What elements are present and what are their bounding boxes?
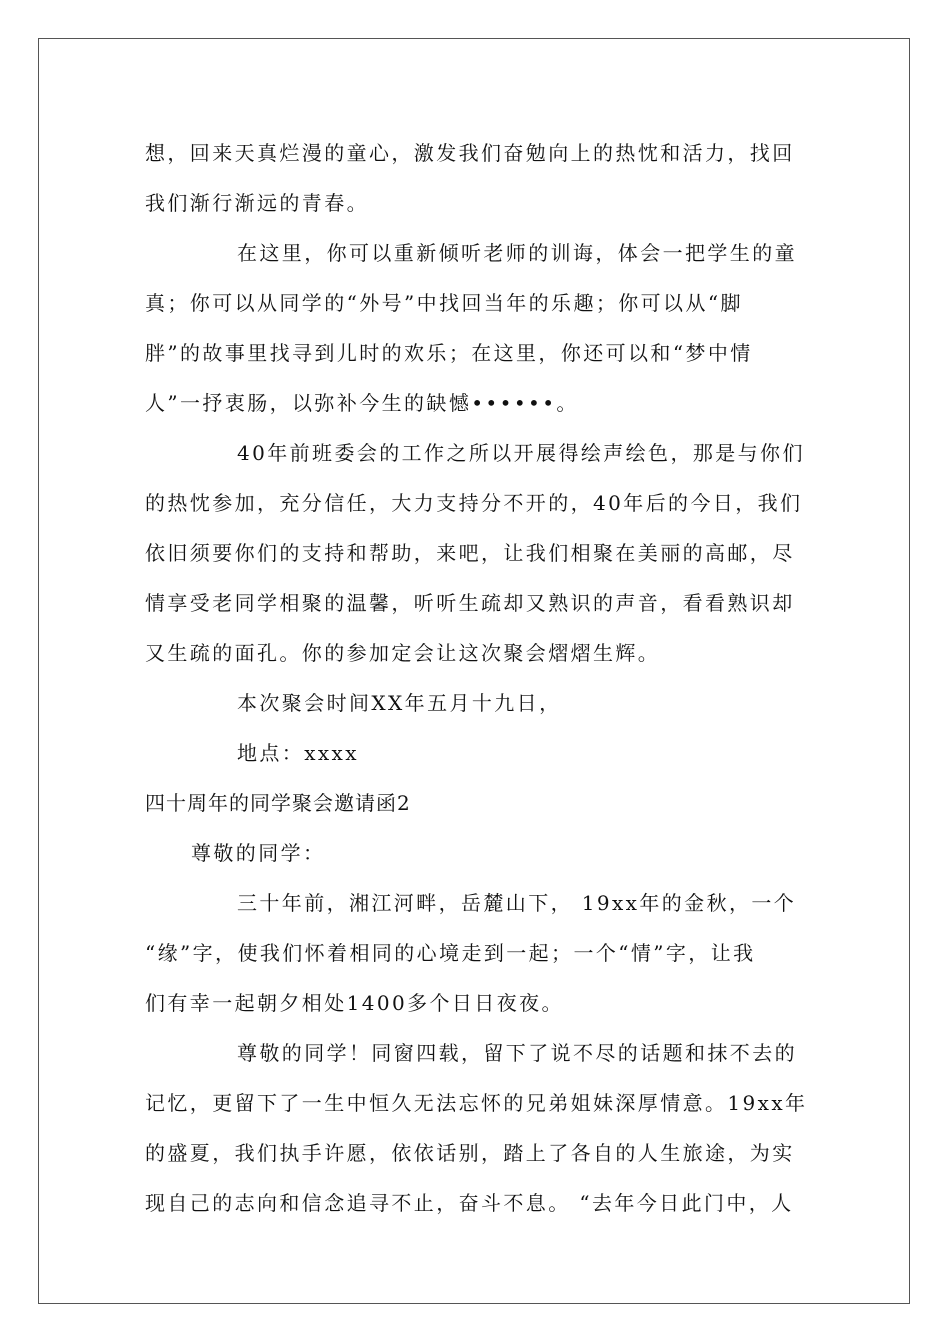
paragraph-line: 胖”的故事里找寻到儿时的欢乐；在这里，你还可以和“梦中情 bbox=[145, 341, 753, 365]
paragraph-line: 尊敬的同学！同窗四载，留下了说不尽的话题和抹不去的 bbox=[237, 1041, 797, 1065]
paragraph-line: 三十年前，湘江河畔，岳麓山下， 19xx年的金秋，一个 bbox=[237, 891, 797, 915]
paragraph-line: 我们渐行渐远的青春。 bbox=[145, 191, 369, 215]
section-heading: 四十周年的同学聚会邀请函2 bbox=[145, 791, 411, 815]
paragraph-line: 人”一抒衷肠，以弥补今生的缺憾••••••。 bbox=[145, 391, 579, 415]
paragraph-line: 的热忱参加，充分信任，大力支持分不开的，40年后的今日，我们 bbox=[145, 491, 803, 515]
paragraph-line: 又生疏的面孔。你的参加定会让这次聚会熠熠生辉。 bbox=[145, 641, 661, 665]
document-body bbox=[145, 128, 807, 1228]
paragraph-line: 真；你可以从同学的“外号”中找回当年的乐趣；你可以从“脚 bbox=[145, 291, 743, 315]
salutation: 尊敬的同学： bbox=[191, 841, 326, 865]
paragraph-line: 记忆，更留下了一生中恒久无法忘怀的兄弟姐妹深厚情意。19xx年 bbox=[145, 1091, 808, 1115]
paragraph-line: 们有幸一起朝夕相处1400多个日日夜夜。 bbox=[145, 991, 564, 1015]
paragraph-line: 想，回来天真烂漫的童心，激发我们奋勉向上的热忱和活力，找回 bbox=[145, 141, 795, 165]
event-time: 本次聚会时间XX年五月十九日， bbox=[237, 691, 562, 715]
paragraph-line: 情享受老同学相聚的温馨，听听生疏却又熟识的声音，看看熟识却 bbox=[145, 591, 795, 615]
paragraph-line: 的盛夏，我们执手许愿，依依话别，踏上了各自的人生旅途，为实 bbox=[145, 1141, 795, 1165]
paragraph-line: 在这里，你可以重新倾听老师的训诲，体会一把学生的童 bbox=[237, 241, 797, 265]
paragraph-line: 现自己的志向和信念追寻不止，奋斗不息。 “去年今日此门中，人 bbox=[145, 1191, 794, 1215]
paragraph-line: 40年前班委会的工作之所以开展得绘声绘色，那是与你们 bbox=[237, 441, 805, 465]
paragraph-line: 依旧须要你们的支持和帮助，来吧，让我们相聚在美丽的高邮，尽 bbox=[145, 541, 795, 565]
paragraph-line: “缘”字，使我们怀着相同的心境走到一起；一个“情”字，让我 bbox=[145, 941, 756, 965]
event-location: 地点：xxxx bbox=[237, 741, 359, 765]
